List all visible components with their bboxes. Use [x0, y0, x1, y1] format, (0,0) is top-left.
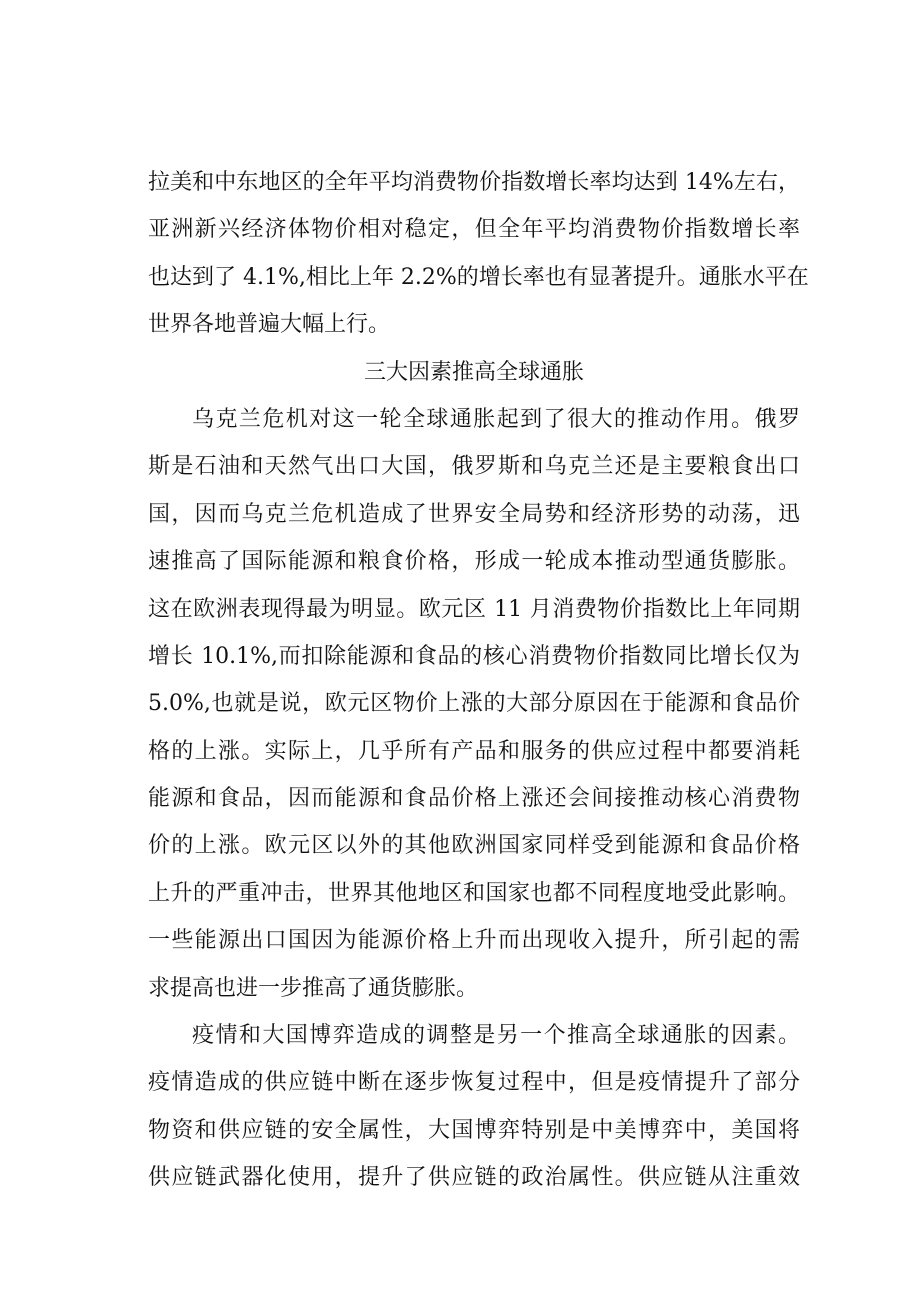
text-line: 疫情和大国博弈造成的调整是另一个推高全球通胀的因素。 [192, 1023, 800, 1049]
text-line: 求提高也进一步推高了通货膨胀。 [148, 975, 479, 1001]
document-body [148, 159, 809, 1202]
text-line: 一些能源出口国因为能源价格上升而出现收入提升，所引起的需 [148, 928, 800, 954]
text-line: 这在欧洲表现得最为明显。欧元区 11 月消费物价指数比上年同期 [148, 596, 800, 622]
text-line: 供应链武器化使用，提升了供应链的政治属性。供应链从注重效 [148, 1165, 800, 1191]
text-line: 亚洲新兴经济体物价相对稳定，但全年平均消费物价指数增长率 [148, 217, 800, 243]
text-line: 疫情造成的供应链中断在逐步恢复过程中，但是疫情提升了部分 [148, 1070, 800, 1096]
text-line: 世界各地普遍大幅上行。 [148, 312, 391, 338]
text-line: 上升的严重冲击，世界其他地区和国家也都不同程度地受此影响。 [148, 880, 800, 906]
text-line: 乌克兰危机对这一轮全球通胀起到了很大的推动作用。俄罗 [192, 406, 800, 432]
text-line: 5.0%,也就是说，欧元区物价上涨的大部分原因在于能源和食品价 [148, 691, 800, 717]
paragraph-ukraine [148, 396, 800, 1012]
text-line: 增长 10.1%,而扣除能源和食品的核心消费物价指数同比增长仅为 [148, 643, 800, 669]
text-line: 也达到了 4.1%,相比上年 2.2%的增长率也有显著提升。通胀水平在 [148, 264, 809, 290]
section-heading: 三大因素推高全球通胀 [363, 359, 584, 385]
text-line: 斯是石油和天然气出口大国，俄罗斯和乌克兰还是主要粮食出口 [148, 454, 800, 480]
paragraph-intro [148, 159, 809, 349]
text-line: 拉美和中东地区的全年平均消费物价指数增长率均达到 14%左右， [148, 170, 800, 195]
text-line: 物资和供应链的安全属性，大国博弈特别是中美博弈中，美国将 [148, 1117, 800, 1143]
text-line: 价的上涨。欧元区以外的其他欧洲国家同样受到能源和食品价格 [148, 833, 800, 859]
paragraph-pandemic [148, 1012, 800, 1202]
text-line: 能源和食品，因而能源和食品价格上涨还会间接推动核心消费物 [148, 786, 800, 812]
text-line: 速推高了国际能源和粮食价格，形成一轮成本推动型通货膨胀。 [148, 549, 800, 575]
text-line: 国，因而乌克兰危机造成了世界安全局势和经济形势的动荡，迅 [148, 501, 800, 527]
text-line: 格的上涨。实际上，几乎所有产品和服务的供应过程中都要消耗 [148, 738, 800, 764]
